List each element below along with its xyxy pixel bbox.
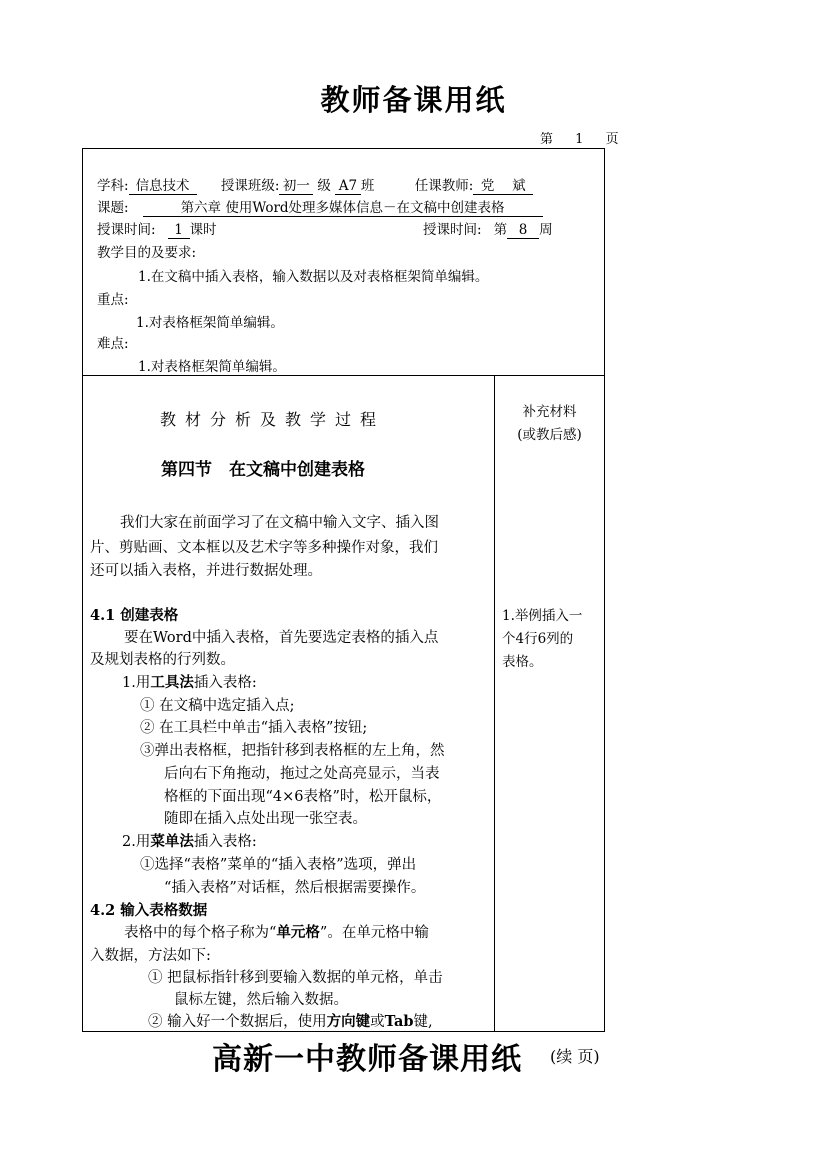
m1-step-3c: 格框的下面出现“4×6表格”时，松开鼠标， [164, 789, 442, 805]
hours-label: 授课时间: [97, 222, 156, 238]
hours-value: 1 [168, 223, 190, 239]
subject-value: 信息技术 [129, 179, 197, 195]
intro-line-1: 我们大家在前面学习了在文稿中输入文字、插入图 [120, 515, 439, 531]
week-suffix: 周 [539, 222, 553, 238]
method-2-title [122, 830, 257, 851]
difficulty-text: 1.对表格框架简单编辑。 [138, 359, 286, 375]
page-number-value: 1 [575, 132, 584, 147]
process-heading: 教材分析及教学过程 [160, 410, 386, 429]
topic-label: 课题: [97, 200, 129, 216]
m1-step-3: ③弹出表格框，把指针移到表格框的左上角，然 [140, 743, 445, 759]
section-title: 第四节 在文稿中创建表格 [161, 460, 365, 480]
topic-value: 第六章 使用Word处理多媒体信息－在文稿中创建表格 [143, 201, 543, 217]
m1-step-1: ① 在文稿中选定插入点; [140, 698, 295, 714]
method-2-bold: 菜单法 [150, 833, 194, 850]
page-title: 教师备课用纸 [320, 83, 507, 117]
intro-line-3: 还可以插入表格，并进行数据处理。 [90, 563, 322, 579]
class-label: 授课班级: [220, 178, 280, 194]
s42-step-2-e: 键, [413, 1014, 433, 1030]
keypoint-label: 重点: [97, 292, 129, 308]
m2-step-1: ①选择“表格”菜单的“插入表格”选项，弹出 [140, 857, 417, 873]
s42-step-1: ① 把鼠标指针移到要输入数据的单元格，单击 [148, 970, 443, 986]
supplement-heading-2: (或教后感) [517, 427, 582, 443]
week-row [423, 218, 553, 239]
class-mid: 级 [317, 178, 331, 194]
difficulty-label: 难点: [97, 336, 129, 352]
week-prefix: 第 [493, 222, 508, 238]
supplement-note-2: 个4行6列的 [502, 631, 574, 647]
method-1-bold: 工具法 [150, 674, 194, 691]
method-2-suffix: 插入表格: [193, 834, 257, 850]
s42-step-2-tab: Tab [384, 1013, 414, 1030]
s42-line-2: 入数据，方法如下: [90, 948, 211, 964]
m2-step-1b: “插入表格”对话框，然后根据需要操作。 [164, 880, 426, 896]
supplement-box [494, 375, 605, 1032]
method-1-title [122, 671, 257, 692]
s42-line-1 [124, 921, 429, 942]
intro-line-2: 片、剪贴画、文本框以及艺术字等多种操作对象，我们 [90, 540, 438, 556]
method-1-prefix: 1.用 [122, 675, 151, 691]
s42-line-1-c: ”。在单元格中输 [319, 925, 429, 941]
page-suffix: 页 [605, 132, 619, 147]
s42-step-2-a: ② 输入好一个数据后，使用 [148, 1014, 327, 1030]
s42-line-1-a: 表格中的每个格子称为“ [124, 925, 277, 941]
s42-step-1b: 鼠标左键，然后输入数据。 [174, 992, 348, 1008]
supplement-heading-1: 补充材料 [522, 404, 577, 420]
method-2-prefix: 2.用 [122, 834, 151, 850]
week-value: 8 [507, 223, 539, 239]
footer-title: 高新一中教师备课用纸 [212, 1042, 522, 1077]
s41-line-2: 及规划表格的行列数。 [90, 652, 235, 668]
footer-continued: (续 页) [550, 1047, 600, 1066]
s42-step-2-bold: 方向键 [326, 1013, 371, 1030]
section-4-1-title: 4.1 创建表格 [90, 607, 179, 624]
class-grade: 初一 [279, 179, 313, 195]
topic-row [97, 196, 543, 217]
hours-row [97, 218, 217, 239]
objectives-label: 教学目的及要求: [97, 245, 197, 261]
page-number [540, 128, 619, 147]
method-1-suffix: 插入表格: [193, 675, 257, 691]
keypoint-text: 1.对表格框架简单编辑。 [136, 315, 284, 331]
week-label: 授课时间: [423, 222, 482, 238]
subject-row [97, 174, 533, 195]
objectives-text: 1.在文稿中插入表格，输入数据以及对表格框架简单编辑。 [138, 269, 489, 285]
s42-step-2-c: 或 [370, 1014, 385, 1030]
section-4-2-title: 4.2 输入表格数据 [90, 902, 208, 919]
page-prefix: 第 [540, 132, 554, 147]
s42-step-2 [148, 1010, 433, 1031]
m1-step-3b: 后向右下角拖动，拖过之处高亮显示，当表 [164, 766, 440, 782]
s42-line-1-bold: 单元格 [276, 924, 320, 941]
teacher-value: 党 斌 [473, 179, 533, 195]
class-number: A7 [335, 179, 361, 195]
m1-step-3d: 随即在插入点处出现一张空表。 [164, 811, 367, 827]
supplement-note-3: 表格。 [502, 654, 543, 670]
m1-step-2: ② 在工具栏中单击“插入表格”按钮; [140, 720, 368, 736]
class-suffix: 班 [360, 178, 375, 194]
s41-line-1: 要在Word中插入表格，首先要选定表格的插入点 [124, 630, 439, 646]
subject-label: 学科: [97, 178, 129, 194]
supplement-note-1: 1.举例插入一 [502, 608, 583, 624]
teacher-label: 任课教师: [414, 178, 474, 194]
hours-unit: 课时 [189, 222, 217, 238]
